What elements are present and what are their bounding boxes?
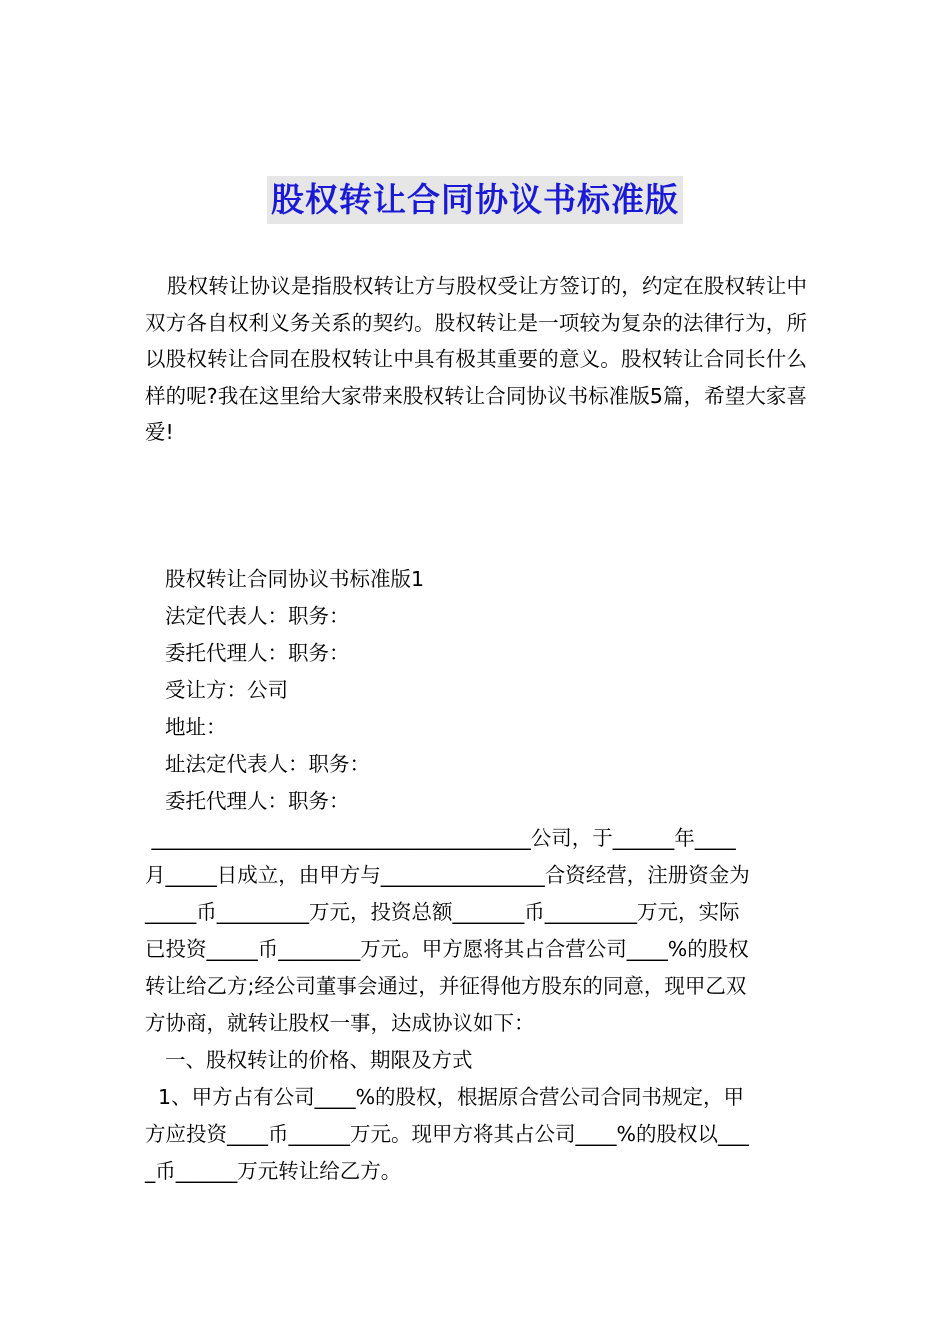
- party-line: 址法定代表人：职务：: [165, 752, 370, 776]
- paragraph-line: 已投资_____币________万元。甲方愿将其占合营公司____%的股权: [145, 937, 749, 961]
- party-info-block: [145, 561, 807, 820]
- clause-heading-block: [145, 1042, 807, 1079]
- paragraph-line: 方协商，就转让股权一事，达成协议如下：: [145, 1011, 535, 1035]
- section-heading: 股权转让合同协议书标准版1: [165, 567, 425, 591]
- title-container: [0, 176, 950, 224]
- clause-1-paragraph: [145, 1079, 807, 1190]
- clause-heading: 一、股权转让的价格、期限及方式: [165, 1048, 473, 1072]
- intro-paragraph: 股权转让协议是指股权转让方与股权受让方签订的，约定在股权转让中双方各自权利义务关系的契约。股权转让是一项较为复杂的法律行为，所以股权转让合同在股权转让中具有极其重要的意义。股权转让合同长什么样的呢?我在这里给大家带来股权转让合同协议书标准版5篇，希望大家喜爱!: [145, 274, 807, 445]
- paragraph-line: _____币_________万元，投资总额_______币_________万元，实际: [145, 900, 740, 924]
- paragraph-line: _____________________________________公司，于______年____: [145, 826, 736, 850]
- party-line: 地址：: [165, 715, 227, 739]
- party-line: 委托代理人：职务：: [165, 789, 350, 813]
- company-info-paragraph: [145, 820, 807, 1042]
- party-line: 受让方：公司: [165, 678, 288, 702]
- paragraph-line: _币______万元转让给乙方。: [145, 1159, 402, 1183]
- party-line: 委托代理人：职务：: [165, 641, 350, 665]
- paragraph-line: 月_____日成立，由甲方与________________合资经营，注册资金为: [145, 863, 750, 887]
- paragraph-line: 1、甲方占有公司____%的股权，根据原合营公司合同书规定，甲: [145, 1085, 745, 1109]
- paragraph-line: 转让给乙方;经公司董事会通过，并征得他方股东的同意，现甲乙双: [145, 974, 747, 998]
- paragraph-line: 方应投资____币______万元。现甲方将其占公司____%的股权以___: [145, 1122, 749, 1146]
- party-line: 法定代表人：职务：: [165, 604, 350, 628]
- document-title: 股权转让合同协议书标准版: [267, 176, 683, 224]
